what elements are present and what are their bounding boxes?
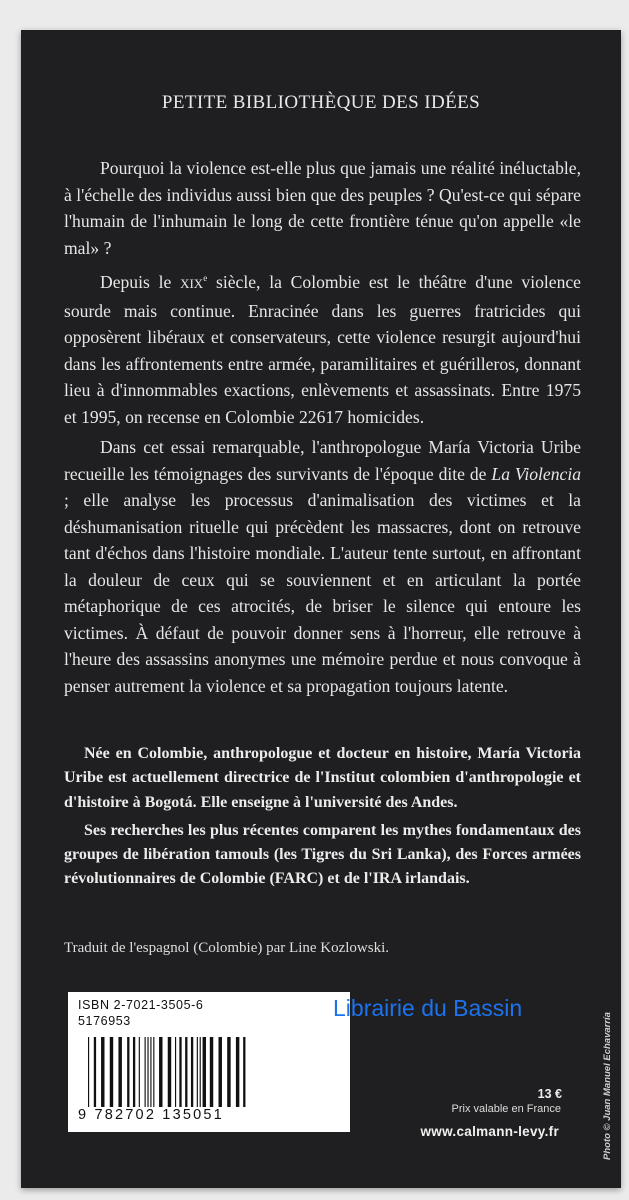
barcode-bar — [153, 1037, 154, 1107]
barcode-bar — [150, 1037, 151, 1107]
synopsis-paragraph-2 — [64, 265, 581, 430]
synopsis-p2-start: Depuis le — [100, 272, 181, 292]
bookshop-watermark: Librairie du Bassin — [333, 995, 523, 1021]
synopsis — [64, 155, 581, 703]
synopsis-paragraph-1: Pourquoi la violence est-elle plus que jamais une réalité inéluctable, à l'échelle des individus aussi bien que des peuples ? Qu'est-ce qui sépare l'humain de l'inhumain le long de cette frontière ténue qu'on appelle «le mal» ? — [64, 158, 581, 258]
barcode-bar — [197, 1037, 198, 1107]
century-superscript: e — [203, 273, 208, 283]
barcode-bar — [236, 1037, 239, 1107]
synopsis-p3-rest: ; elle analyse les processus d'animalisation des victimes et la déshumanisation rituelle qui précèdent les massacres, dont on retrouve tant d'échos dans l'histoire mondiale. L'auteur tente surtout, en affrontant la douleur de ceux qui se souviennent et en articulant la portée métaphorique de ces atrocités, de briser le silence qui entoure les victimes. À défaut de pouvoir donner sens à l'horreur, elle retrouve à l'heure des assassins anonymes une mémoire perdue et nous convoque à penser autrement la violence et sa propagation toujours latente. — [64, 490, 581, 696]
series-title: PETITE BIBLIOTHÈQUE DES IDÉES — [161, 92, 481, 113]
synopsis-paragraph-3 — [64, 434, 581, 699]
barcode-bar — [179, 1037, 181, 1107]
isbn-sticker — [68, 992, 350, 1132]
barcode-bar — [110, 1037, 113, 1107]
barcode-bar — [227, 1037, 230, 1107]
barcode-bar — [243, 1037, 245, 1107]
bio-paragraph-1: Née en Colombie, anthropologue et docteur en histoire, María Victoria Uribe est actuellement directrice de l'Institut colombien d'anthropologie et d'histoire à Bogotá. Elle enseigne à l'université des Andes. — [64, 745, 581, 811]
barcode-bar — [139, 1037, 140, 1107]
synopsis-p3-start: Dans cet essai remarquable, l'anthropologue María Victoria Uribe recueille les témoignages des survivants de l'époque dite de — [64, 437, 581, 484]
barcode — [86, 1037, 336, 1107]
publisher-website: www.calmann-levy.fr — [420, 1124, 559, 1139]
book-back-cover — [21, 30, 621, 1188]
photo-credit: Photo © Juan Manuel Echavarría — [602, 1012, 613, 1160]
barcode-bar — [118, 1037, 121, 1107]
barcode-bar — [175, 1037, 176, 1107]
isbn-number: ISBN 2-7021-3505-6 — [78, 998, 204, 1012]
product-code: 5176953 — [78, 1014, 131, 1028]
ean-digits: 9 782702 135051 — [78, 1107, 224, 1123]
century-numeral: XIX — [180, 276, 204, 291]
price: 13 € — [537, 1087, 562, 1101]
barcode-bar — [101, 1037, 104, 1107]
barcode-bar — [191, 1037, 193, 1107]
barcode-bar — [219, 1037, 222, 1107]
synopsis-p2-rest: siècle, la Colombie est le théâtre d'une violence sourde mais continue. Enracinée dans les guerres fratricides qui opposèrent libéraux et conservateurs, cette violence resurgit aujourd'hui dans les affrontements entre armée, paramilitaires et guérilleros, donnant lieu à d'innommables exactions, enlèvements et assassinats. Entre 1975 et 1995, on recense en Colombie 22617 homicides. — [64, 272, 581, 427]
barcode-bar — [133, 1037, 135, 1107]
translator-credit: Traduit de l'espagnol (Colombie) par Line Kozlowski. — [64, 940, 390, 956]
barcode-bar — [127, 1037, 129, 1107]
barcode-bar — [200, 1037, 201, 1107]
barcode-bar — [203, 1037, 206, 1107]
barcode-bar — [168, 1037, 171, 1107]
price-note: Prix valable en France — [451, 1103, 561, 1115]
bio-paragraph-2: Ses recherches les plus récentes comparent les mythes fondamentaux des groupes de libération tamouls (les Tigres du Sri Lanka), des Forces armées révolutionnaires de Colombie (FARC) et de l'IRA irlandais. — [64, 821, 581, 888]
barcode-bar — [147, 1037, 148, 1107]
barcode-bar — [210, 1037, 213, 1107]
book-title-italic: La Violencia — [491, 463, 582, 484]
barcode-bar — [185, 1037, 187, 1107]
barcode-bar — [94, 1037, 96, 1107]
barcode-bar — [159, 1037, 162, 1107]
author-bio — [64, 742, 581, 896]
barcode-bar — [88, 1037, 89, 1107]
barcode-bar — [145, 1037, 146, 1107]
